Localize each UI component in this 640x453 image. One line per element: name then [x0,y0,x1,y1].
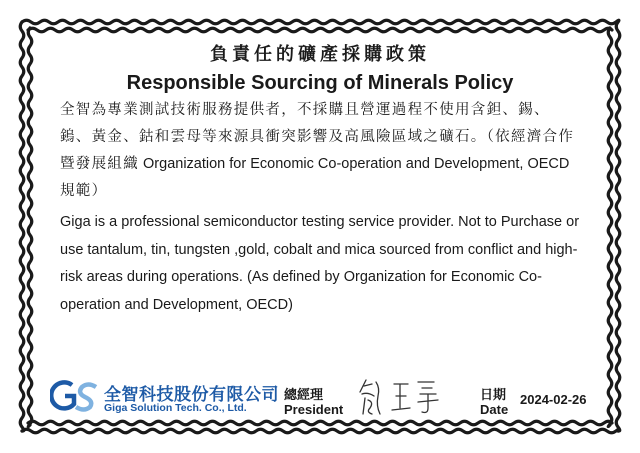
frame-wave-line [20,22,24,431]
policy-paragraph-english: Giga is a professional semiconductor testing service provider. Not to Purchase or use tantalum, tin, tungsten ,gold, cobalt and mica sourced from conflict and high-risk areas during operations. (As defined by Organization for Economic Co-operation and Development, OECD) [60,214,580,313]
title-chinese: 負責任的礦產採購政策 [210,44,430,65]
frame-wave-line [28,28,612,32]
date-label-english: Date [480,402,509,417]
frame-wave-line [616,22,620,431]
frame-wave-line [28,28,32,427]
policy-content [60,40,580,319]
role-label-chinese: 總經理 [284,388,324,403]
company-name-chinese: 全智科技股份有限公司 [104,385,279,405]
gs-logo-icon [50,378,100,414]
frame-wave-line [22,20,619,24]
policy-text-chinese: 全智為專業測試技術服務提供者，不採購且營運過程不使用含鉭、錫、鎢、黃金、鈷和雲母等來源具衝突影響及高風險區域之礦石。（依經濟合作暨發展組織 [60,102,575,172]
policy-text-chinese-end: 規範） [60,183,108,199]
signature-footer [50,374,595,424]
handwritten-signature [356,374,466,420]
date-value: 2024-02-26 [520,392,587,407]
title-english: Responsible Sourcing of Minerals Policy [126,72,514,94]
date-label-chinese: 日期 [480,388,507,403]
company-name-english: Giga Solution Tech. Co., Ltd. [104,402,247,414]
role-label-english: President [284,402,344,417]
policy-paragraph-chinese [60,97,580,205]
frame-wave-line [608,28,612,427]
frame-wave-line [22,429,619,433]
policy-text-oecd-name: Organization for Economic Co-operation and Development, OECD [139,156,570,172]
